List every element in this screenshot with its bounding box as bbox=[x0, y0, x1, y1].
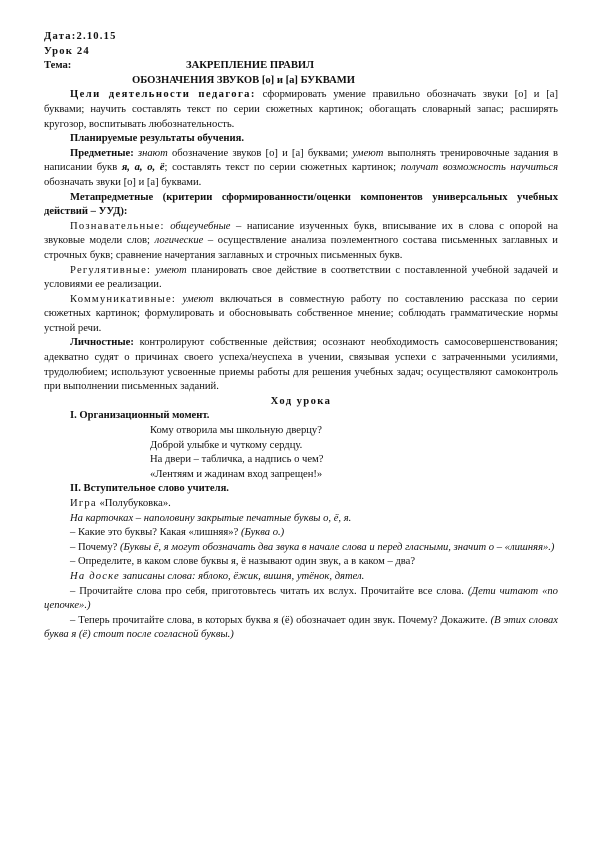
question-1 bbox=[44, 526, 558, 541]
question-2-text: – Почему? bbox=[70, 541, 118, 553]
topic-line-2: ОБОЗНАЧЕНИЯ ЗВУКОВ [о] и [а] БУКВАМИ bbox=[132, 74, 355, 86]
poem-line: Доброй улыбке и чуткому сердцу. bbox=[150, 439, 303, 451]
answer-2: (Буквы ё, я могут обозначать два звука в начале слова и перед гласными, значит о – «лишняя».) bbox=[117, 541, 555, 553]
goals-label: Цели деятельности педагога: bbox=[70, 89, 256, 101]
subject-know: знают bbox=[133, 147, 168, 159]
game-name: «Полубуковка». bbox=[96, 498, 171, 509]
subject-letters: я, а, о, ё bbox=[117, 162, 165, 174]
question-4 bbox=[44, 585, 558, 614]
topic-line-1: ЗАКРЕПЛЕНИЕ ПРАВИЛ bbox=[186, 60, 315, 72]
greeting-poem bbox=[44, 424, 558, 482]
subject-will-learn: получат возможность научиться bbox=[396, 162, 558, 174]
cognitive-label: Познавательные: bbox=[70, 220, 165, 232]
subject-text-1: обозначение звуков [о] и [а] буквами; bbox=[167, 147, 349, 159]
cognitive-logical: логические bbox=[149, 235, 204, 247]
game-line bbox=[44, 497, 558, 512]
lesson-date: Дата:2.10.15 bbox=[44, 31, 117, 42]
question-2 bbox=[44, 541, 558, 556]
regulative-text: планировать свое действие в соответствии с поставленной учебной задачей и условиями ее реализации. bbox=[44, 264, 558, 291]
subject-text-4: обозначать звуки [о] и [а] буквами. bbox=[44, 176, 202, 188]
regulative-results bbox=[44, 264, 558, 293]
personal-label: Личностные: bbox=[70, 337, 134, 349]
personal-text: контролируют собственные действия; осознают необходимость самосовершенствования; адекватно судят о причинах своего успеха/неуспеха в учении, связывая успехи с затраченными усилиями, трудолюбием; используют усвоенные приемы работы для решения учебных задач; осуществляют самоконтроль при выполнении письменных заданий. bbox=[44, 337, 558, 393]
document-page bbox=[44, 30, 558, 643]
question-4-text: – Прочитайте слова про себя, приготовьтесь читать их вслух. Прочитайте все слова. bbox=[70, 585, 464, 597]
subject-text-3: ; составлять текст по серии сюжетных картинок; bbox=[164, 162, 397, 174]
board-label: На доске bbox=[70, 570, 120, 582]
cognitive-text-2: – осуществление анализа поэлементного состава письменных заглавных и строчных букв; сравнение начертания заглавных и строчных письменных букв. bbox=[44, 235, 558, 261]
cards-line: На карточках – наполовину закрытые печатные буквы о, ё, я. bbox=[70, 512, 352, 524]
subject-results bbox=[44, 147, 558, 191]
personal-results bbox=[44, 336, 558, 394]
subject-label: Предметные: bbox=[70, 147, 134, 159]
poem-line: «Лентяям и жадинам вход запрещен!» bbox=[150, 468, 323, 480]
regulative-can: умеют bbox=[151, 264, 187, 276]
cognitive-results bbox=[44, 220, 558, 264]
communicative-text: включаться в совместную работу по составлению рассказа по серии сюжетных картинок; формулировать и обосновывать собственное мнение; соблюдать грамматические нормы устной речи. bbox=[44, 293, 559, 334]
game-label: Игра bbox=[70, 498, 97, 509]
question-1-text: – Какие это буквы? Какая «лишняя»? bbox=[70, 527, 239, 539]
meta-heading: Метапредметные (критерии сформированности/оценки компонентов универсальных учебных действий – УУД): bbox=[44, 191, 558, 218]
lesson-number: Урок 24 bbox=[44, 45, 90, 57]
board-words: записаны слова: яблоко, ёжик, вишня, утёнок, дятел. bbox=[119, 570, 365, 582]
cognitive-general: общеучебные bbox=[164, 220, 231, 232]
communicative-label: Коммуникативные: bbox=[70, 293, 177, 305]
section-1-title: I. Организационный момент. bbox=[70, 410, 210, 422]
communicative-results bbox=[44, 293, 558, 337]
question-5 bbox=[44, 614, 558, 643]
topic-row bbox=[44, 59, 558, 74]
poem-line: Кому отворила мы школьную дверцу? bbox=[150, 425, 322, 437]
goals-text: сформировать умение правильно обозначать звуки [о] и [а] буквами; научить составлять текст по серии сюжетных картинок; обогащать словарный запас; расширять кругозор, воспитывать любознательность. bbox=[44, 89, 558, 130]
board-line bbox=[44, 570, 558, 585]
regulative-label: Регулятивные: bbox=[70, 264, 152, 276]
answer-1: (Буква о.) bbox=[238, 527, 285, 539]
answer-5: (В этих словах буква я (ё) стоит после согласной буквы.) bbox=[44, 614, 558, 641]
communicative-can: умеют bbox=[176, 293, 214, 305]
answer-4: (Дети читают «по цепочке».) bbox=[44, 585, 558, 612]
topic-label: Тема: bbox=[44, 60, 72, 72]
cognitive-text-1: – написание изученных букв, вписывание их в слова с опорой на звуковые модели слов; bbox=[44, 220, 558, 247]
subject-text-2: выполнять тренировочные задания в написании букв bbox=[44, 147, 559, 174]
poem-line: На двери – табличка, а надпись о чем? bbox=[150, 454, 324, 466]
section-2-title: II. Вступительное слово учителя. bbox=[70, 483, 229, 495]
goals-paragraph bbox=[44, 88, 558, 132]
subject-can: умеют bbox=[348, 147, 384, 159]
question-3: – Определите, в каком слове буквы я, ё называют один звук, а в каком – два? bbox=[70, 556, 416, 568]
results-heading: Планируемые результаты обучения. bbox=[70, 133, 244, 145]
course-heading: Ход урока bbox=[270, 395, 332, 407]
question-5-text: – Теперь прочитайте слова, в которых буква я (ё) обозначает один звук. Почему? Докажите. bbox=[70, 614, 488, 626]
